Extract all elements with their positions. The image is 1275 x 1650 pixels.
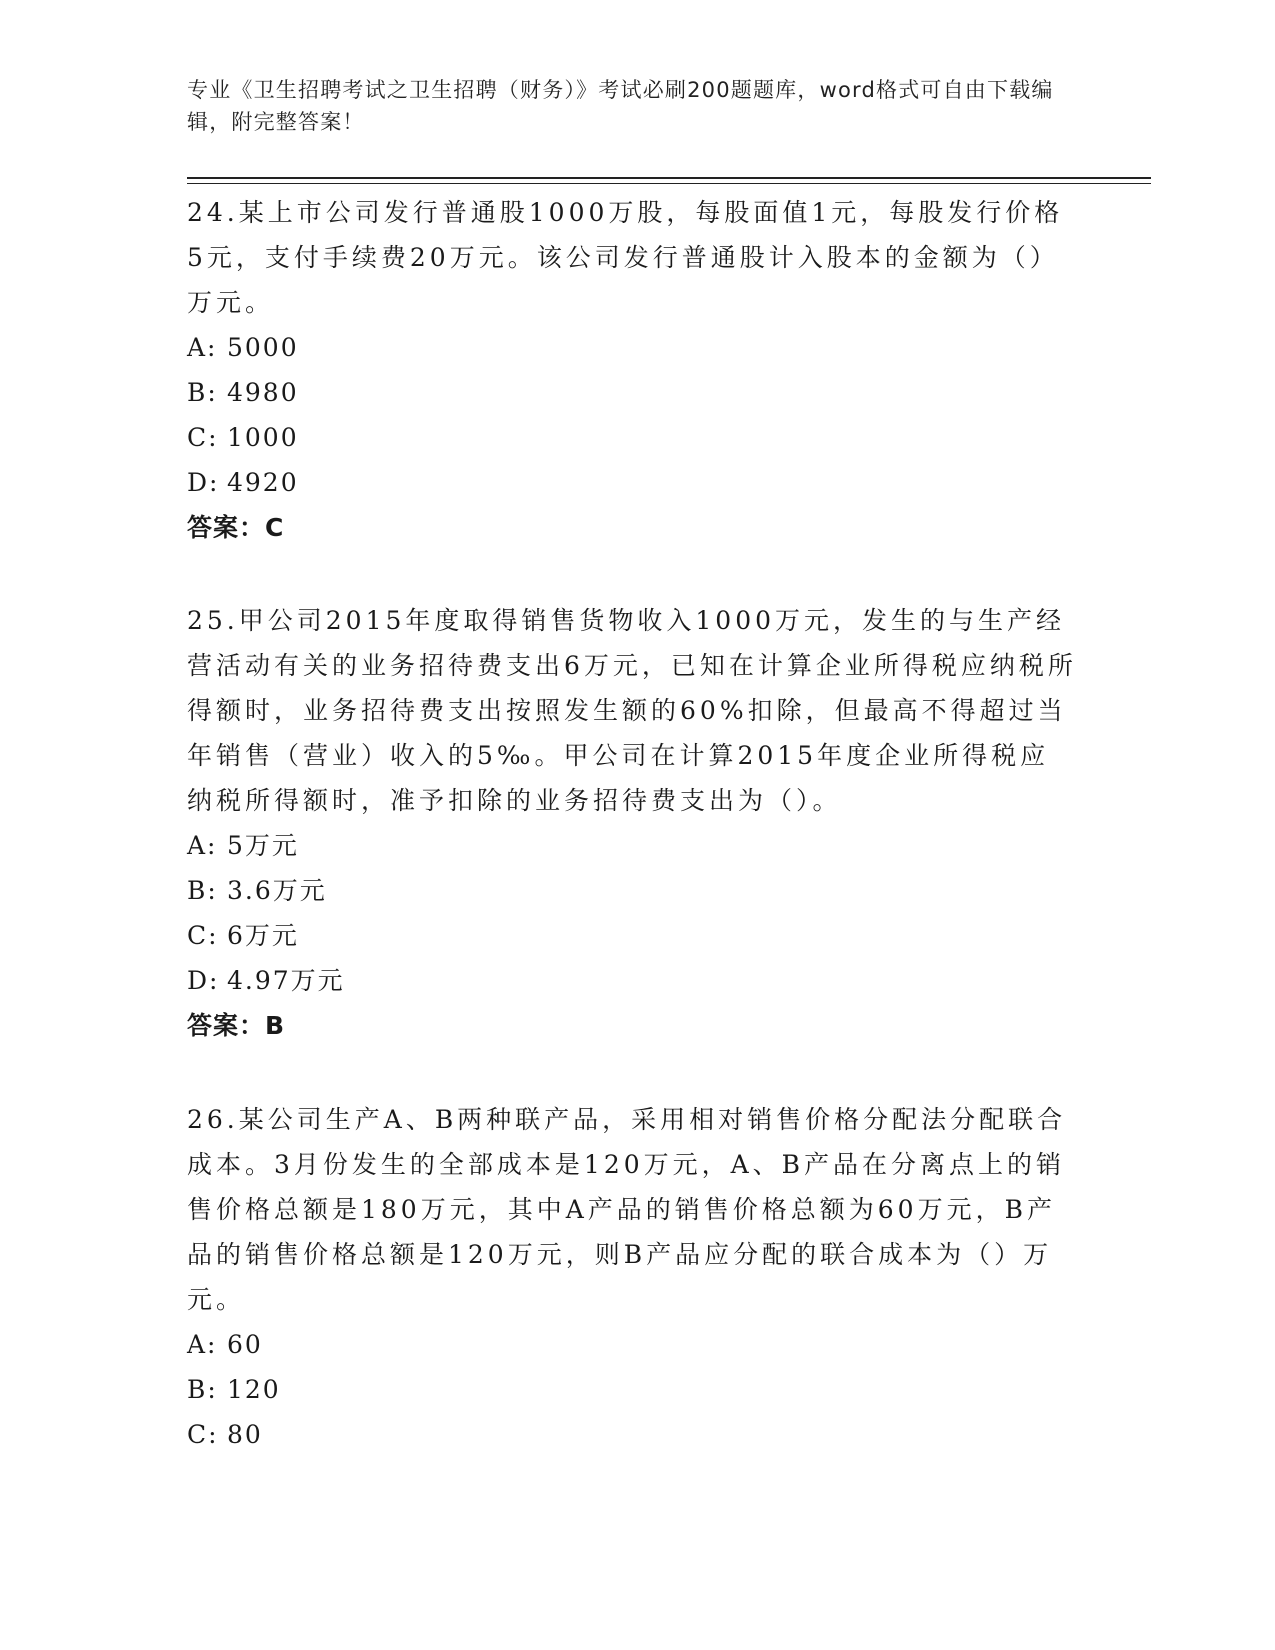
question-text: 24.某上市公司发行普通股1000万股，每股面值1元，每股发行价格5元，支付手续费20万元。该公司发行普通股计入股本的金额为（）万元。 (187, 198, 1064, 317)
option-value: 80 (227, 1420, 263, 1449)
option-a (187, 325, 1077, 370)
option-d (187, 958, 1077, 1003)
option-key: D: (187, 468, 220, 497)
option-value: 4.97万元 (227, 966, 345, 995)
option-key: B: (187, 378, 218, 407)
answer-label: 答案：B (187, 1011, 286, 1040)
option-key: B: (187, 1375, 218, 1404)
header-divider-thin (187, 183, 1151, 184)
option-key: B: (187, 876, 218, 905)
option-key: A: (187, 1330, 218, 1359)
question-25 (187, 598, 1077, 1048)
option-value: 5000 (227, 333, 299, 362)
option-key: A: (187, 831, 218, 860)
option-d (187, 460, 1077, 505)
option-a (187, 823, 1077, 868)
question-text: 26.某公司生产A、B两种联产品，采用相对销售价格分配法分配联合成本。3月份发生的全部成本是120万元，A、B产品在分离点上的销售价格总额是180万元，其中A产品的销售价格总额为60万元，B产品的销售价格总额是120万元，则B产品应分配的联合成本为（）万元。 (187, 1105, 1067, 1314)
option-key: D: (187, 966, 220, 995)
option-value: 1000 (227, 423, 299, 452)
option-a (187, 1322, 1077, 1367)
option-value: 120 (227, 1375, 281, 1404)
option-c (187, 1412, 1077, 1457)
question-26 (187, 1097, 1077, 1457)
option-b (187, 1367, 1077, 1412)
question-text: 25.甲公司2015年度取得销售货物收入1000万元，发生的与生产经营活动有关的业务招待费支出6万元，已知在计算企业所得税应纳税所得额时，业务招待费支出按照发生额的60%扣除，但最高不得超过当年销售（营业）收入的5‰。甲公司在计算2015年度企业所得税应纳税所得额时，准予扣除的业务招待费支出为（）。 (187, 606, 1077, 815)
option-value: 4980 (227, 378, 299, 407)
option-value: 3.6万元 (227, 876, 327, 905)
option-value: 4920 (227, 468, 299, 497)
option-key: A: (187, 333, 218, 362)
option-c (187, 415, 1077, 460)
option-c (187, 913, 1077, 958)
option-key: C: (187, 921, 219, 950)
option-value: 5万元 (227, 831, 299, 860)
document-header: 专业《卫生招聘考试之卫生招聘（财务）》考试必刷200题题库，word格式可自由下载编辑，附完整答案！ (187, 78, 1054, 134)
header-divider-thick (187, 177, 1151, 179)
option-b (187, 370, 1077, 415)
option-value: 60 (227, 1330, 263, 1359)
option-value: 6万元 (227, 921, 299, 950)
option-key: C: (187, 1420, 219, 1449)
option-key: C: (187, 423, 219, 452)
option-b (187, 868, 1077, 913)
answer-label: 答案：C (187, 513, 285, 542)
question-24 (187, 190, 1077, 550)
